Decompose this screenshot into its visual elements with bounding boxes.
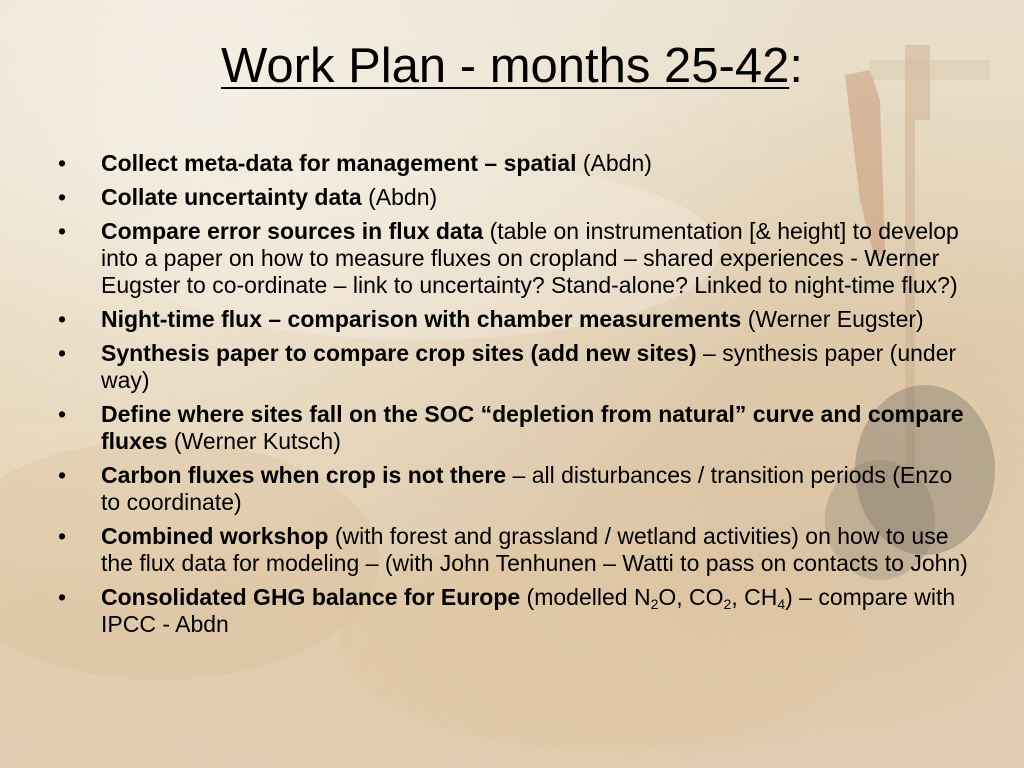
item-text: (Werner Kutsch) [167,428,341,454]
item-text: – synthesis paper (under way) [101,340,957,393]
subscript: 4 [777,596,786,612]
item-text: ) – compare with IPCC - Abdn [101,584,956,637]
item-bold-text: Compare error sources in flux data [101,218,484,244]
slide-title: Work Plan - months 25-42: [221,39,803,93]
list-item [58,218,974,299]
bullet-glyph: • [58,218,67,244]
subscript: 2 [650,596,659,612]
item-bold-text: Define where sites fall on the SOC “depletion from natural” curve and compare fluxes [101,401,964,454]
bullet-glyph: • [58,340,67,366]
item-text: , CH [731,584,778,610]
bullet-list [58,150,974,645]
item-text: (with forest and grassland / wetland activities) on how to use the flux data for modeling – (with John Tenhunen – Watti to pass on contacts to John) [101,523,968,576]
list-item [58,150,974,177]
list-item [58,523,974,577]
list-item [58,184,974,211]
list-item [58,340,974,394]
list-item [58,584,974,638]
bullet-glyph: • [58,523,67,549]
item-bold-text: Collate uncertainty data [101,184,362,210]
bullet-glyph: • [58,584,67,610]
item-text: (Abdn) [576,150,652,176]
bullet-glyph: • [58,401,67,427]
list-item [58,401,974,455]
bullet-glyph: • [58,150,67,176]
item-bold-text: Collect meta-data for management – spatial [101,150,577,176]
list-item [58,306,974,333]
item-text: (modelled N [520,584,651,610]
item-text: (Werner Eugster) [741,306,924,332]
bullet-glyph: • [58,306,67,332]
item-text: (table on instrumentation [& height] to develop into a paper on how to measure fluxes on cropland – shared experiences - Werner Eugster to co-ordinate – link to uncertainty? Stand-alone? Linked to night-time flux?) [101,218,959,298]
item-text: (Abdn) [361,184,438,210]
item-bold-text: Combined workshop [101,523,329,549]
bullet-glyph: • [58,462,67,488]
bullet-glyph: • [58,184,67,210]
item-text: O, CO [658,584,724,610]
item-text: – all disturbances / transition periods (Enzo to coordinate) [101,462,953,515]
item-bold-text: Synthesis paper to compare crop sites (add new sites) [101,340,697,366]
subscript: 2 [723,596,732,612]
list-item [58,462,974,516]
item-bold-text: Night-time flux – comparison with chamber measurements [101,306,742,332]
item-bold-text: Carbon fluxes when crop is not there [101,462,507,488]
item-bold-text: Consolidated GHG balance for Europe [101,584,521,610]
